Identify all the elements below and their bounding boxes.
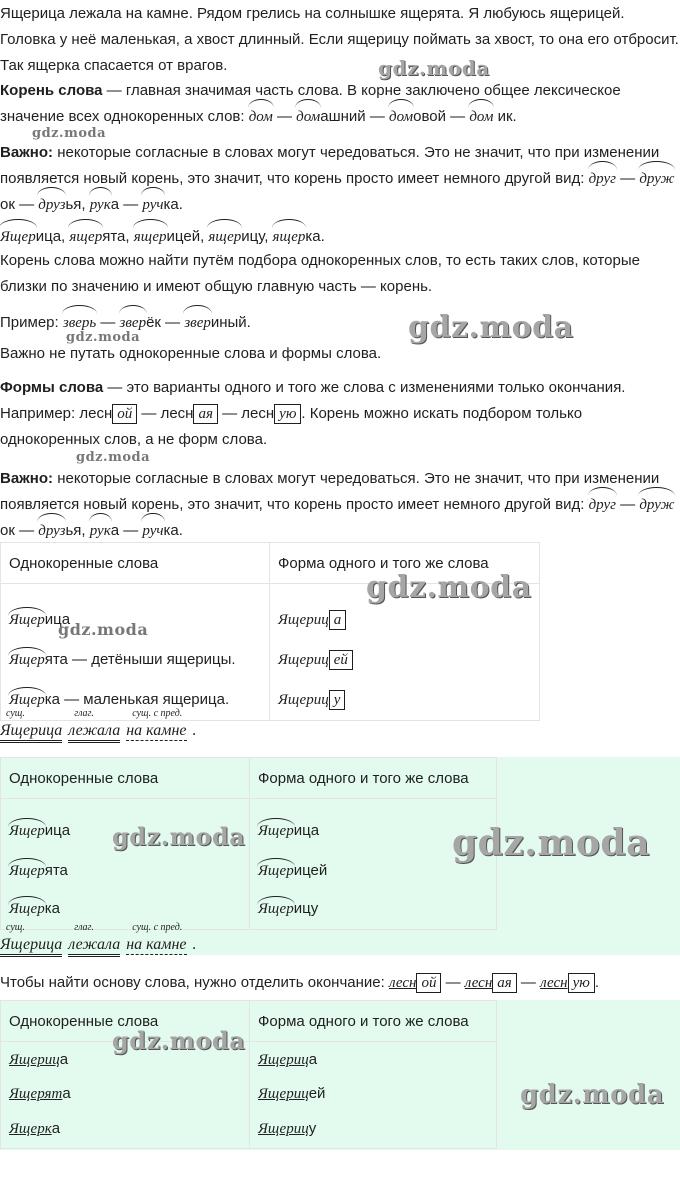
find-root-text: Корень слова можно найти путём подбора однокоренных слов, то есть таких слов, которые близки по значению и имеют общую главную часть — корень. — [0, 252, 640, 295]
table-row: Ящерята Ящерицей — [1, 853, 497, 889]
table-row: Ящерята — детёныши ящерицы. Ящериц ей — [1, 640, 540, 680]
watermark: gdz.moda — [520, 1080, 665, 1110]
watermark: gdz.moda — [66, 330, 141, 345]
sentence-parse-2: сущ. Ящерица глаг. лежала сущ. с пред. на камне . — [0, 936, 197, 957]
watermark: gdz.moda — [452, 822, 650, 864]
important-note-1: Важно: некоторые согласные в словах могут чередоваться. Это не значит, что при изменении появляется новый корень, это значит, что корень просто имеет немного другой вид: друг — дружок — друзья, рука — ручка. — [0, 140, 680, 218]
table-row: Ящерка Ящерицу — [1, 889, 497, 930]
table-row: Ящерица Ящерица — [1, 799, 497, 854]
table-row: Ящерята Ящерицей — [1, 1078, 497, 1110]
table-row: Ящерка Ящерицу — [1, 1110, 497, 1149]
roots-vs-forms-table-2: Однокоренные слова Форма одного и того же слова Ящерица Ящерица Ящерята Ящерицей Ящерка Ящерицу — [0, 757, 497, 930]
important-note-2: Важно: некоторые согласные в словах могут чередоваться. Это не значит, что при изменении появляется новый корень, это значит, что корень просто имеет немного другой вид: друг — дружок — друзья, рука — ручка. — [0, 466, 680, 544]
intro-text: Ящерица лежала на камне. Рядом грелись на солнышке ящерята. Я любуюсь ящерицей. Головка у неё маленькая, а хвост длинный. Если ящерицу поймать за хвост, то она его отбросит. Так ящерка спасается от врагов. — [0, 5, 679, 74]
root-definition: Корень слова — главная значимая часть слова. В корне заключено общее лексическое значение всех однокоренных слов: дом — домашний — домовой — дом ик. — [0, 78, 680, 130]
roots-vs-forms-table-3: Однокоренные слова Форма одного и того же слова Ящерица Ящерица Ящерята Ящерицей Ящерка Ящерицу — [0, 1000, 497, 1149]
forms-definition: Формы слова — это варианты одного и того же слова с изменениями только окончания. Например: лесн ой — лесн ая — лесн ую . Корень можно искать подбором только однокоренных слов, а не форм слова. — [0, 379, 626, 448]
header-forms: Форма одного и того же слова — [270, 543, 540, 584]
table-row: Ящерица Ящериц а — [1, 584, 540, 641]
table-row: Ящерица Ящерица — [1, 1042, 497, 1079]
header-cognates: Однокоренные слова — [1, 543, 270, 584]
watermark: gdz.moda — [408, 310, 574, 345]
example-line: Пример: зверь — зверёк — звериный. — [0, 310, 680, 336]
watermark: gdz.moda — [112, 822, 246, 851]
watermark: gdz.moda — [112, 1026, 246, 1055]
watermark: gdz.moda — [32, 126, 107, 141]
predicate-word: глаг. лежала — [68, 722, 120, 743]
watermark: gdz.moda — [378, 56, 490, 80]
watermark: gdz.moda — [76, 450, 151, 465]
lizard-roots-line: Ящерица, ящерята, ящерицей, ящерицу, ящерка. — [0, 224, 680, 250]
table-row: Ящерка — маленькая ящерица. Ящериц у — [1, 680, 540, 721]
basis-line: Чтобы найти основу слова, нужно отделить окончание: лесн ой — лесн ая — лесн ую . — [0, 974, 599, 991]
object-word: сущ. с пред. на камне — [126, 708, 187, 739]
watermark: gdz.moda — [366, 570, 532, 605]
sentence-parse-1: сущ. Ящерица глаг. лежала сущ. с пред. на камне . — [0, 722, 197, 743]
dont-confuse-text: Важно не путать однокоренные слова и формы слова. — [0, 345, 382, 362]
subject-word: сущ. Ящерица — [0, 722, 62, 743]
watermark: gdz.moda — [58, 620, 149, 639]
